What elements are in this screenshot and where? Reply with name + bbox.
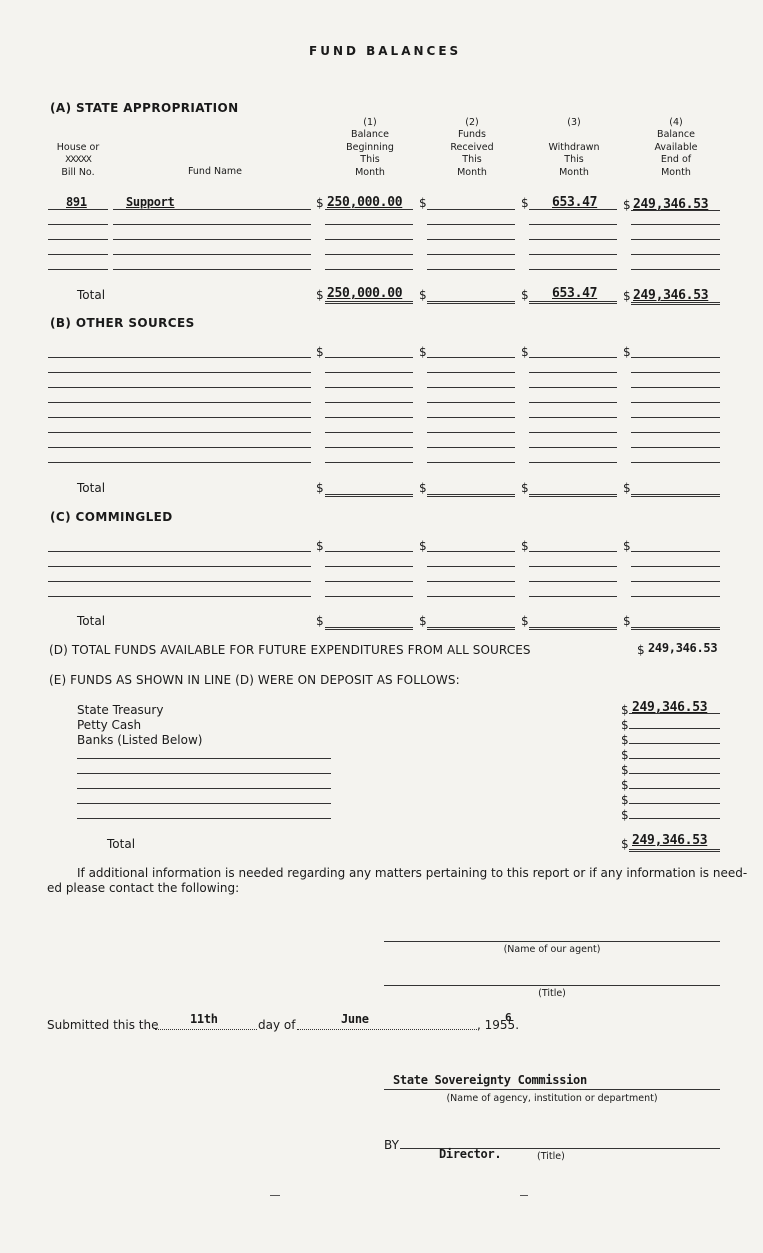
line-e-total-value: 249,346.53 — [632, 833, 708, 848]
column-4-header: (4) Balance Available End of Month — [654, 117, 698, 178]
row-balance-end: 249,346.53 — [633, 197, 709, 212]
state-treasury-value: 249,346.53 — [632, 700, 708, 715]
fund-name-header: Fund Name — [187, 166, 243, 177]
section-b-heading: (B) OTHER SOURCES — [50, 316, 195, 330]
agent-title-caption: (Title) — [538, 988, 566, 999]
submitted-month: June — [341, 1012, 369, 1026]
column-1-header: (1) Balance Beginning This Month — [346, 117, 394, 178]
total-balance-end: 249,346.53 — [633, 288, 709, 303]
page-mark — [520, 1195, 528, 1196]
agent-name-caption: (Name of our agent) — [503, 944, 601, 955]
page-mark — [270, 1195, 280, 1196]
petty-cash-label: Petty Cash — [77, 718, 142, 732]
line-d-label: (D) TOTAL FUNDS AVAILABLE FOR FUTURE EXPENDITURES FROM ALL SOURCES — [49, 643, 531, 657]
banks-label: Banks (Listed Below) — [77, 733, 203, 747]
page-title: FUND BALANCES — [309, 44, 462, 58]
row-withdrawn: 653.47 — [552, 195, 598, 210]
section-a-total-label: Total — [77, 288, 106, 302]
section-a-heading: (A) STATE APPROPRIATION — [50, 101, 239, 115]
agency-caption: (Name of agency, institution or department) — [446, 1093, 658, 1104]
submitted-year-typed-digit: 6 — [505, 1011, 512, 1024]
line-d-value: 249,346.53 — [648, 641, 718, 655]
bill-number: 891 — [66, 195, 87, 209]
row-balance-beginning: 250,000.00 — [327, 195, 403, 210]
fund-name: Support — [126, 195, 175, 209]
line-e-total-label: Total — [107, 837, 136, 851]
submitted-prefix: Submitted this the — [47, 1018, 159, 1032]
day-of-label: day of — [258, 1018, 296, 1032]
bill-column-header: House or XXXXX Bill No. — [48, 142, 108, 179]
section-b-total-label: Total — [77, 481, 106, 495]
struck-out-text: XXXXX — [65, 155, 91, 166]
contact-text-line-1: If additional information is needed regarding any matters pertaining to this report or if any information is need- — [77, 866, 748, 880]
total-balance-beginning: 250,000.00 — [327, 286, 403, 301]
column-2-header: (2) Funds Received This Month — [450, 117, 494, 178]
section-c-total-label: Total — [77, 614, 106, 628]
signer-title-caption: (Title) — [537, 1151, 565, 1162]
signer-title: Director. — [439, 1147, 502, 1161]
total-withdrawn: 653.47 — [552, 286, 598, 301]
section-c-heading: (C) COMMINGLED — [50, 510, 173, 524]
by-label: BY — [384, 1138, 399, 1152]
line-e-label: (E) FUNDS AS SHOWN IN LINE (D) WERE ON DEPOSIT AS FOLLOWS: — [49, 673, 460, 687]
agency-name: State Sovereignty Commission — [393, 1073, 587, 1087]
column-3-header: (3) Withdrawn This Month — [548, 117, 600, 178]
submitted-year: , 1955. — [477, 1018, 520, 1032]
state-treasury-label: State Treasury — [77, 703, 164, 717]
contact-text-line-2: ed please contact the following: — [47, 881, 240, 895]
submitted-day: 11th — [190, 1012, 218, 1026]
